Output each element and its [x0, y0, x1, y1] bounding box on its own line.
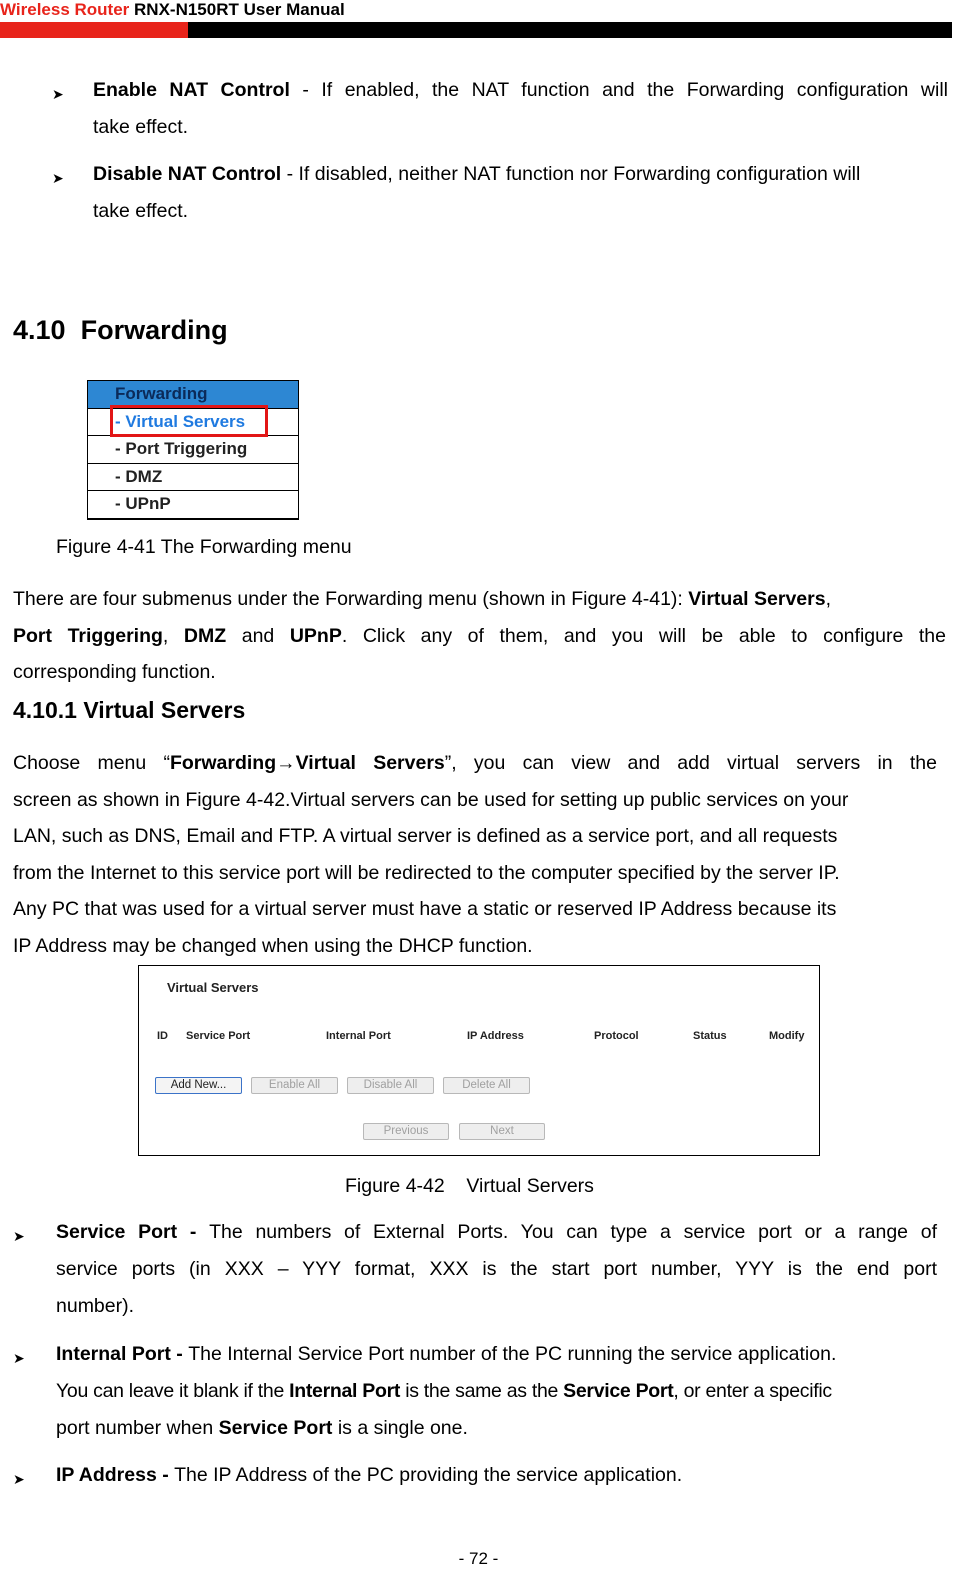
bullet-arrow-icon: ➤	[52, 86, 64, 102]
bullet-arrow-icon: ➤	[13, 1471, 25, 1487]
bullet-ip-address: ➤ IP Address - The IP Address of the PC providing the service application.	[13, 1457, 937, 1494]
col-ip-address: IP Address	[467, 1030, 524, 1042]
next-button[interactable]: Next	[459, 1123, 545, 1140]
add-new-button[interactable]: Add New...	[155, 1077, 242, 1094]
menu-forwarding[interactable]: Forwarding	[88, 381, 298, 409]
forwarding-menu-figure	[87, 380, 299, 520]
highlight-box	[110, 405, 268, 437]
bullet-text: If enabled, the NAT function and the Forwarding configuration will	[321, 79, 948, 101]
bullet-service-port: ➤ Service Port - The numbers of External Ports. You can type a service port or a range of service ports (in XXX – YYY format, XXX is the start port number, YYY is the end port number).	[13, 1214, 937, 1325]
bullet-arrow-icon: ➤	[52, 170, 64, 186]
bullet-term: Disable NAT Control	[93, 163, 282, 185]
menu-upnp[interactable]: - UPnP	[88, 491, 298, 519]
bullet-arrow-icon: ➤	[13, 1350, 25, 1366]
col-modify: Modify	[769, 1030, 805, 1042]
header-bar	[0, 22, 952, 38]
bullet-term: IP Address -	[56, 1464, 175, 1486]
virtual-servers-paragraph: Choose menu “Forwarding→Virtual Servers”, you can view and add virtual servers in the screen as shown in Figure 4-42.Virtual servers can be used for setting up public services on your LAN, such as DNS, Email and FTP. A virtual server is defined as a service port, and all requests from the Internet to this service port will be redirected to the computer specified by the server IP. Any PC that was used for a virtual server must have a static or reserved IP Address because its IP Address may be changed when using the DHCP function.	[13, 752, 937, 957]
bullet-enable-nat: ➤ Enable NAT Control - If enabled, the NAT function and the Forwarding configuration will take effect.	[52, 72, 948, 148]
page-number: - 72 -	[458, 1549, 499, 1568]
header-brand: Wireless Router	[0, 0, 130, 19]
intro-paragraph: There are four submenus under the Forwarding menu (shown in Figure 4-41): Virtual Servers, Port Triggering, DMZ and UPnP. Click any of them, and you will be able to configure the corresponding function.	[13, 588, 946, 683]
virtual-servers-screenshot	[138, 965, 820, 1156]
bullet-text: If disabled, neither NAT function nor Forwarding configuration will	[298, 163, 861, 185]
running-header	[0, 0, 345, 20]
section-heading: 4.10 Forwarding	[13, 315, 228, 345]
bullet-disable-nat: ➤ Disable NAT Control - If disabled, neither NAT function nor Forwarding configuration will take effect.	[52, 156, 948, 232]
header-bar-accent	[0, 22, 188, 38]
disable-all-button[interactable]: Disable All	[347, 1077, 434, 1094]
col-status: Status	[693, 1030, 727, 1042]
bullet-internal-port: ➤ Internal Port - The Internal Service Port number of the PC running the service application. You can leave it blank if the Internal Port is the same as the Service Port, or enter a specific port number when Service Port is a single one.	[13, 1336, 937, 1447]
vs-title: Virtual Servers	[167, 980, 259, 995]
col-id: ID	[157, 1030, 168, 1042]
previous-button[interactable]: Previous	[363, 1123, 449, 1140]
menu-port-triggering[interactable]: - Port Triggering	[88, 436, 298, 464]
bullet-arrow-icon: ➤	[13, 1228, 25, 1244]
col-protocol: Protocol	[594, 1030, 639, 1042]
menu-virtual-servers[interactable]: - Virtual Servers	[88, 409, 298, 437]
menu-dmz[interactable]: - DMZ	[88, 464, 298, 492]
figure-41-caption: Figure 4-41 The Forwarding menu	[56, 536, 352, 558]
bullet-term: Internal Port -	[56, 1343, 189, 1365]
delete-all-button[interactable]: Delete All	[443, 1077, 530, 1094]
subsection-heading: 4.10.1 Virtual Servers	[13, 697, 246, 723]
bullet-term: Enable NAT Control	[93, 79, 290, 101]
header-title: RNX-N150RT User Manual	[134, 0, 345, 19]
bullet-term: Service Port -	[56, 1221, 210, 1243]
enable-all-button[interactable]: Enable All	[251, 1077, 338, 1094]
col-internal-port: Internal Port	[326, 1030, 391, 1042]
col-service-port: Service Port	[186, 1030, 251, 1042]
figure-42-caption: Figure 4-42 Virtual Servers	[345, 1175, 594, 1197]
